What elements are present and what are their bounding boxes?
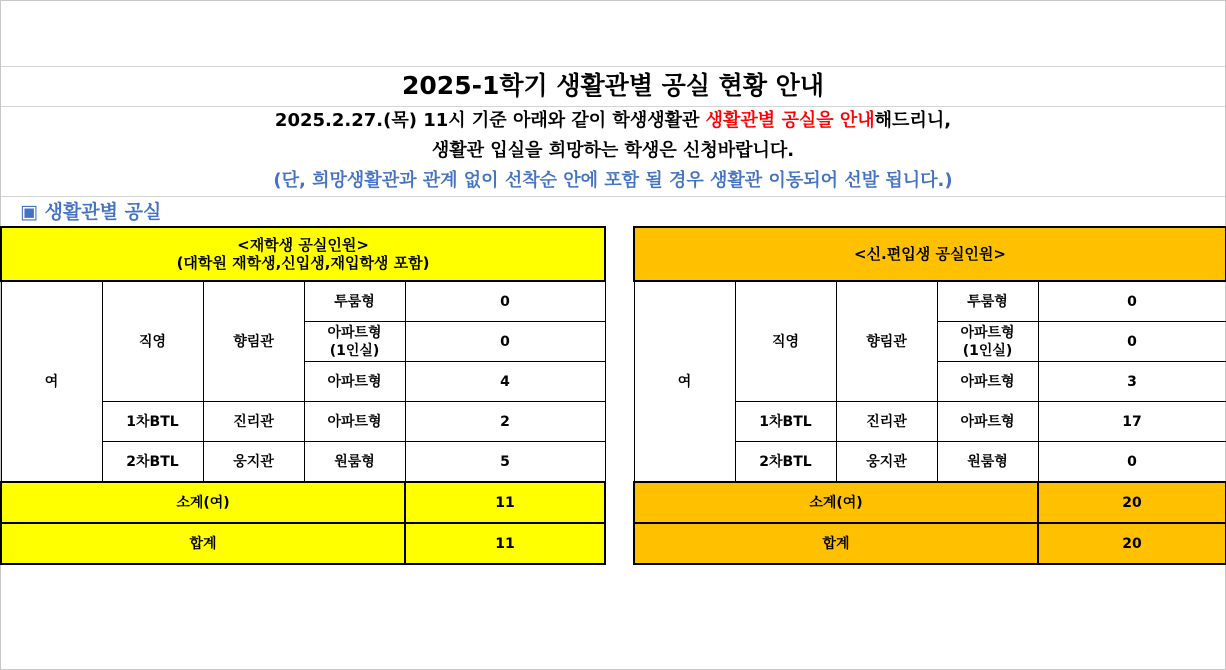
vacancy-value: 0 — [405, 322, 605, 362]
dorm-name-cell: 향림관 — [836, 281, 937, 402]
new-transfer-students-table — [633, 226, 1226, 565]
room-type-line: (1인실) — [329, 342, 380, 359]
dorm-name-cell: 향림관 — [203, 281, 304, 402]
gender-cell: 여 — [634, 281, 735, 482]
subtotal-label: 소계(여) — [634, 482, 1038, 523]
room-type-cell: 투룸형 — [937, 281, 1038, 322]
operation-type-cell: 1차BTL — [735, 402, 836, 442]
vacancy-value: 4 — [405, 362, 605, 402]
vacancy-value: 0 — [405, 281, 605, 322]
notice-line-1 — [0, 106, 1226, 136]
vacancy-value: 5 — [405, 442, 605, 483]
notice-line-2: 생활관 입실을 희망하는 학생은 신청바랍니다. — [431, 140, 795, 161]
dorm-name-cell: 진리관 — [836, 402, 937, 442]
operation-type-cell: 직영 — [102, 281, 203, 402]
subtotal-value: 11 — [405, 482, 605, 523]
room-type-cell: 원룸형 — [304, 442, 405, 483]
dorm-name-cell: 웅지관 — [203, 442, 304, 483]
table-header-title: <신.편입생 공실인원> — [854, 245, 1006, 263]
operation-type-cell: 직영 — [735, 281, 836, 402]
room-type-line: 아파트형 — [327, 324, 382, 341]
room-type-cell: 아파트형 — [937, 402, 1038, 442]
gender-cell: 여 — [1, 281, 102, 482]
room-type-cell: 원룸형 — [937, 442, 1038, 483]
room-type-cell: 아파트형 — [304, 362, 405, 402]
operation-type-cell: 2차BTL — [102, 442, 203, 483]
total-label: 합계 — [1, 523, 405, 564]
table-header-title: <재학생 공실인원> — [237, 236, 369, 254]
dorm-name-cell: 진리관 — [203, 402, 304, 442]
operation-type-cell: 2차BTL — [735, 442, 836, 483]
room-type-line: (1인실) — [962, 342, 1013, 359]
current-students-table — [0, 226, 606, 565]
vacancy-value: 0 — [1038, 281, 1226, 322]
total-value: 11 — [405, 523, 605, 564]
table-header — [1, 227, 605, 281]
room-type-cell: 투룸형 — [304, 281, 405, 322]
section-title: ▣ 생활관별 공실 — [20, 201, 162, 223]
vacancy-value: 0 — [1038, 322, 1226, 362]
vacancy-value: 17 — [1038, 402, 1226, 442]
room-type-cell — [937, 322, 1038, 362]
room-type-line: 아파트형 — [960, 324, 1015, 341]
room-type-cell: 아파트형 — [937, 362, 1038, 402]
table-header-subtitle: (대학원 재학생,신입생,재입학생 포함) — [176, 254, 430, 272]
vacancy-value: 0 — [1038, 442, 1226, 483]
subtotal-label: 소계(여) — [1, 482, 405, 523]
room-type-cell: 아파트형 — [304, 402, 405, 442]
operation-type-cell: 1차BTL — [102, 402, 203, 442]
room-type-cell — [304, 322, 405, 362]
notice-line-1-highlight: 생활관별 공실을 안내 — [705, 110, 875, 131]
total-label: 합계 — [634, 523, 1038, 564]
table-header — [634, 227, 1226, 281]
page-title: 2025-1학기 생활관별 공실 현황 안내 — [402, 71, 824, 100]
vacancy-value: 2 — [405, 402, 605, 442]
subtotal-value: 20 — [1038, 482, 1226, 523]
total-value: 20 — [1038, 523, 1226, 564]
notice-line-3: (단, 희망생활관과 관계 없이 선착순 안에 포함 될 경우 생활관 이동되어 선발 됩니다.) — [273, 170, 953, 191]
notice-line-1-suffix: 해드리니, — [874, 110, 952, 131]
vacancy-value: 3 — [1038, 362, 1226, 402]
notice-line-1-prefix: 2025.2.27.(목) 11시 기준 아래와 같이 학생생활관 — [274, 110, 706, 131]
dorm-name-cell: 웅지관 — [836, 442, 937, 483]
gridline — [1, 196, 1225, 197]
